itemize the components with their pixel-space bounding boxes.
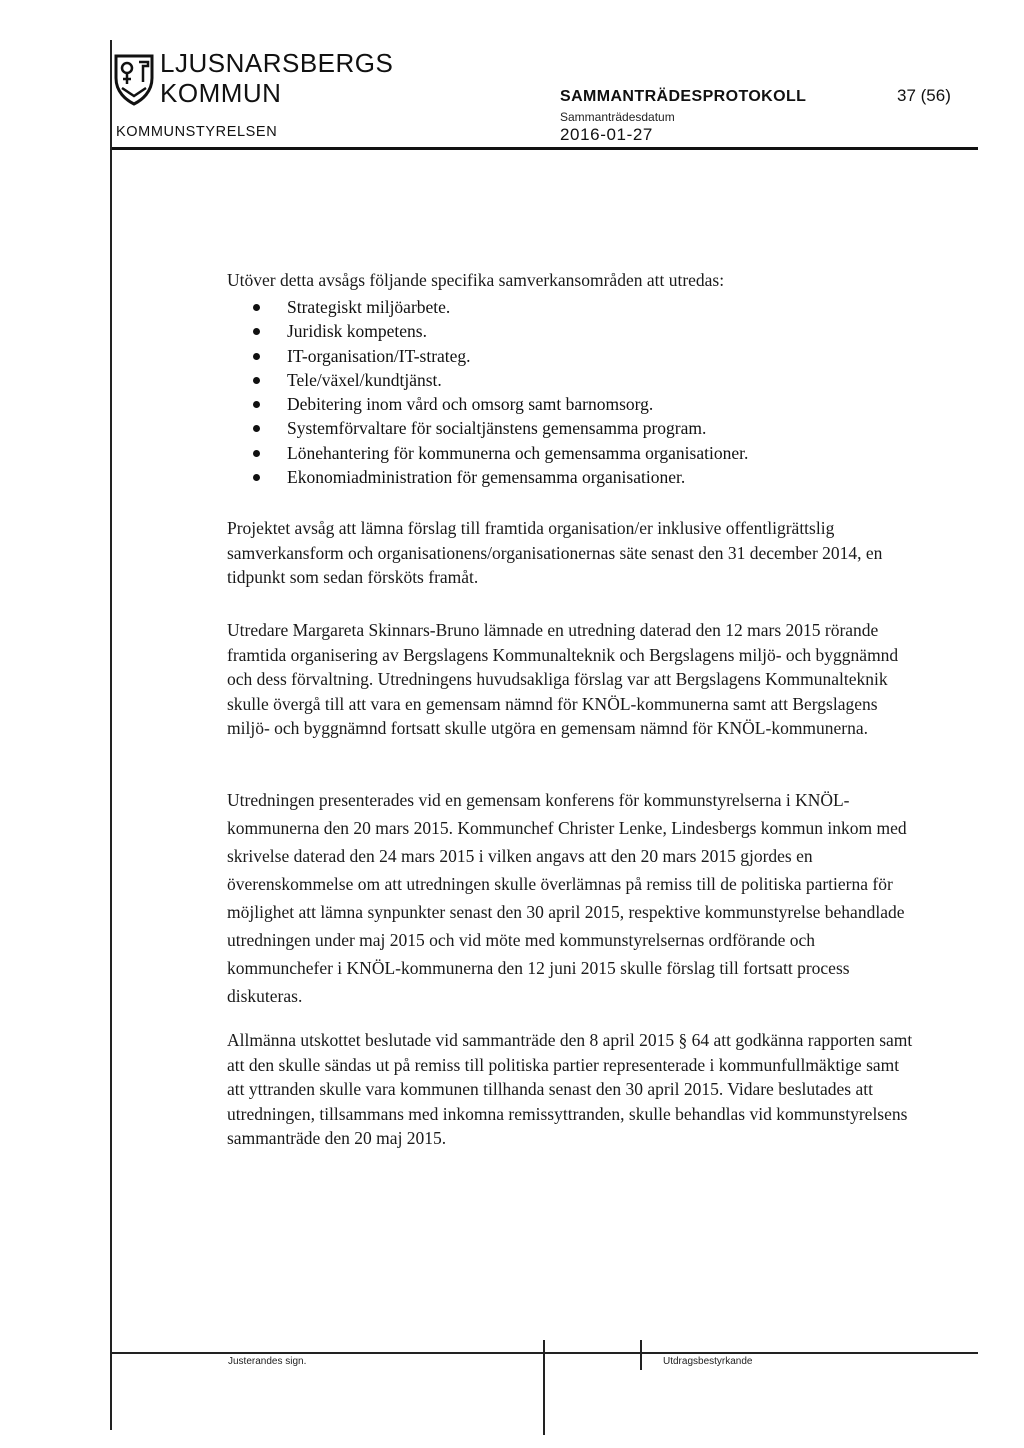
municipality-name-line1: LJUSNARSBERGS	[160, 48, 394, 78]
collaboration-areas-list	[227, 295, 748, 489]
bullet-icon	[253, 304, 260, 311]
paragraph-project: Projektet avsåg att lämna förslag till framtida organisation/er inklusive offentligrättslig samverkansform och organisationens/organisationernas säte senast den 31 december 2014, en tidpunkt som sedan försköts framåt.	[227, 518, 883, 587]
intro-text: Utöver detta avsågs följande specifika samverkansområden att utredas:	[227, 270, 725, 290]
list-item: Tele/växel/kundtjänst.	[227, 368, 748, 392]
protocol-title: SAMMANTRÄDESPROTOKOLL	[560, 88, 807, 105]
meeting-date: 2016-01-27	[560, 125, 653, 144]
bullet-icon	[253, 328, 260, 335]
bullet-icon	[253, 377, 260, 384]
municipality-crest-icon	[112, 52, 156, 106]
bullet-icon	[253, 425, 260, 432]
paragraph-investigation: Utredare Margareta Skinnars-Bruno lämnade en utredning daterad den 12 mars 2015 rörande framtida organisering av Bergslagens Kommunalteknik och Bergslagens miljö- och byggnämnd och dess förvaltning. Utredningens huvudsakliga förslag var att Bergslagens Kommunalteknik skulle övergå till att vara en gemensam nämnd för KNÖL-kommunerna samt att Bergslagens miljö- och byggnämnd fortsatt skulle utgöra en gemensam nämnd för KNÖL-kommunerna.	[227, 620, 899, 738]
meeting-date-label: Sammanträdesdatum	[560, 110, 675, 124]
paragraph-committee-decision: Allmänna utskottet beslutade vid sammanträde den 8 april 2015 § 64 att godkänna rapporten samt att den skulle sändas ut på remiss till politiska partier representerade i kommunfullmäktige samt att yttranden skulle vara kommunen tillhanda senast den 30 april 2015. Vidare beslutades att utredningen, tillsammans med inkomna remissyttranden, skulle behandlas vid kommunstyrelsens sammanträde den 20 maj 2015.	[227, 1030, 913, 1148]
list-item: Juridisk kompetens.	[227, 319, 748, 343]
page-number: 37 (56)	[897, 86, 951, 105]
list-item: IT-organisation/IT-strateg.	[227, 344, 748, 368]
footer-column-divider	[640, 1340, 642, 1370]
municipality-name	[160, 50, 393, 106]
bullet-icon	[253, 353, 260, 360]
department-name: KOMMUNSTYRELSEN	[116, 124, 278, 140]
municipality-name-line2: KOMMUN	[160, 78, 282, 108]
header-divider	[112, 147, 978, 150]
bullet-icon	[253, 450, 260, 457]
list-item: Systemförvaltare för socialtjänstens gemensamma program.	[227, 416, 748, 440]
bullet-icon	[253, 474, 260, 481]
footer-column-divider	[543, 1340, 545, 1435]
signature-label: Justerandes sign.	[228, 1356, 307, 1367]
list-item: Lönehantering för kommunerna och gemensamma organisationer.	[227, 441, 748, 465]
left-margin-line	[110, 40, 112, 1430]
list-item: Ekonomiadministration för gemensamma organisationer.	[227, 465, 748, 489]
paragraph-conference: Utredningen presenterades vid en gemensam konferens för kommunstyrelserna i KNÖL-kommunerna den 20 mars 2015. Kommunchef Christer Lenke, Lindesbergs kommun inkom med skrivelse daterad den 24 mars 2015 i vilken angavs att den 20 mars 2015 gjordes en överenskommelse om att utredningen skulle överlämnas på remiss till de politiska partierna för möjlighet att lämna synpunkter senast den 30 april 2015, respektive kommunstyrelse behandlade utredningen under maj 2015 och vid möte med kommunstyrelsernas ordförande och kommunchefer i KNÖL-kommunerna den 12 juni 2015 skulle förslag till fortsatt process diskuteras.	[227, 790, 907, 1006]
bullet-icon	[253, 401, 260, 408]
extract-certification-label: Utdragsbestyrkande	[663, 1356, 753, 1367]
list-item: Debitering inom vård och omsorg samt barnomsorg.	[227, 392, 748, 416]
list-item: Strategiskt miljöarbete.	[227, 295, 748, 319]
